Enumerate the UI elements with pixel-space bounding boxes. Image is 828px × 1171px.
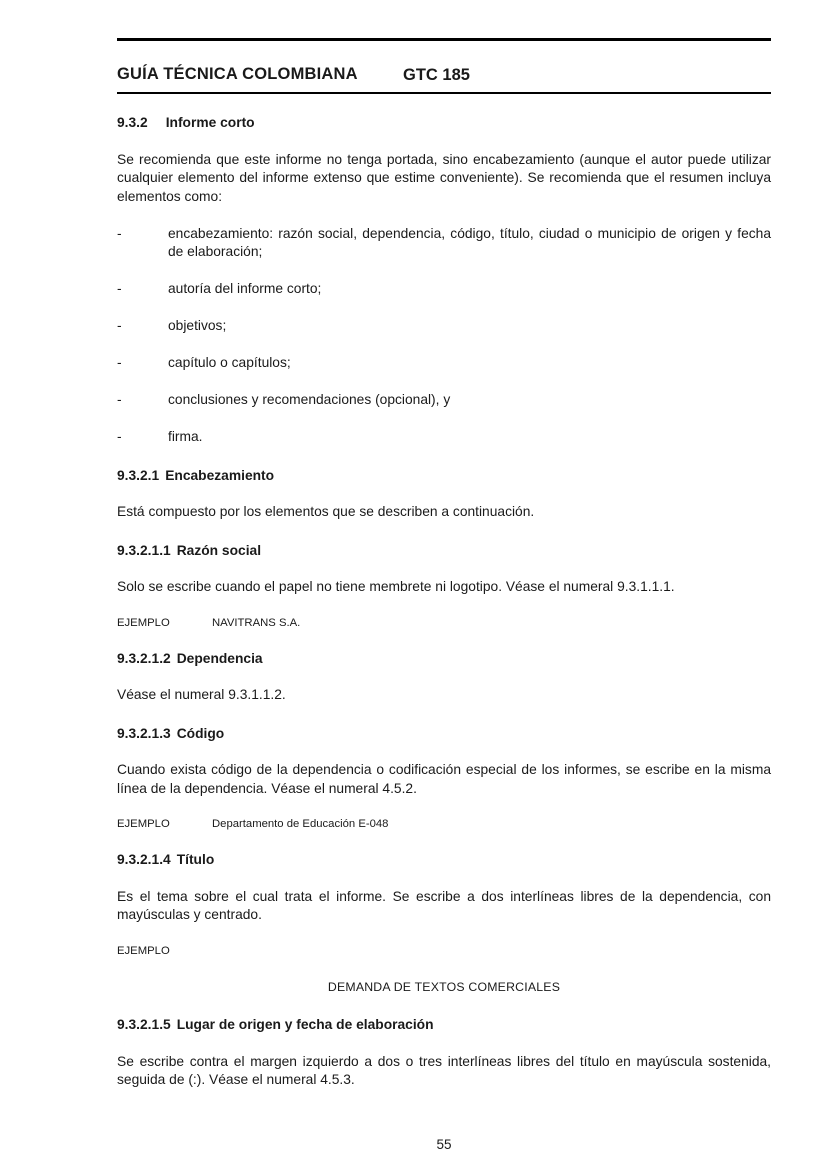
intro-paragraph: Se recomienda que este informe no tenga portada, sino encabezamiento (aunque el autor puede utilizar cualquier elemento del informe extenso que estime conveniente). Se recomienda que el resumen incluya elementos como: — [117, 151, 771, 204]
section-number: 9.3.2.1.1 — [117, 542, 171, 558]
list-item — [117, 317, 771, 336]
list-item — [117, 225, 771, 262]
dash-marker: - — [117, 392, 122, 407]
section-number: 9.3.2.1 — [117, 467, 160, 483]
document-code: GTC 185 — [403, 66, 470, 84]
example-value: Departamento de Educación E-048 — [212, 818, 389, 830]
dash-marker: - — [117, 281, 122, 296]
section-heading-9-3-2-1-3 — [117, 725, 771, 744]
section-paragraph: Cuando exista código de la dependencia o codificación especial de los informes, se escribe en la misma línea de la dependencia. Véase el numeral 4.5.2. — [117, 762, 771, 796]
section-title: Lugar de origen y fecha de elaboración — [176, 1017, 434, 1032]
list-item-text: objetivos; — [168, 318, 227, 333]
section-paragraph: Véase el numeral 9.3.1.1.2. — [117, 687, 286, 702]
elements-list — [117, 225, 771, 447]
section-heading-9-3-2 — [117, 114, 771, 133]
section-heading-9-3-2-1 — [117, 467, 771, 486]
example-row — [117, 616, 771, 630]
example-centered-title: DEMANDA DE TEXTOS COMERCIALES — [327, 979, 561, 994]
section-title: Encabezamiento — [165, 467, 275, 483]
list-item — [117, 391, 771, 410]
list-item — [117, 280, 771, 299]
section-title: Código — [176, 725, 225, 741]
example-row — [117, 944, 771, 958]
section-number: 9.3.2.1.5 — [117, 1017, 171, 1032]
list-item-text: encabezamiento: razón social, dependencia, código, título, ciudad o municipio de origen y fecha de elaboración; — [168, 225, 771, 259]
dash-marker: - — [117, 355, 122, 370]
example-row — [117, 817, 771, 831]
page-number: 55 — [436, 1136, 452, 1152]
example-label: EJEMPLO — [117, 616, 170, 629]
section-number: 9.3.2.1.4 — [117, 852, 171, 867]
document-title: GUÍA TÉCNICA COLOMBIANA — [117, 65, 358, 83]
section-paragraph: Solo se escribe cuando el papel no tiene membrete ni logotipo. Véase el numeral 9.3.1.1.1. — [117, 579, 675, 594]
document-header — [117, 41, 771, 92]
section-heading-9-3-2-1-4 — [117, 851, 771, 870]
list-item-text: firma. — [168, 429, 203, 444]
list-item — [117, 428, 771, 447]
section-number: 9.3.2 — [117, 115, 148, 130]
section-number: 9.3.2.1.3 — [117, 725, 171, 741]
section-heading-9-3-2-1-2 — [117, 650, 771, 669]
section-title: Título — [176, 852, 215, 867]
section-heading-9-3-2-1-5 — [117, 1016, 771, 1035]
list-item-text: capítulo o capítulos; — [168, 355, 291, 370]
dash-marker: - — [117, 318, 122, 333]
header-bottom-rule — [117, 92, 771, 95]
list-item-text: autoría del informe corto; — [168, 281, 322, 296]
list-item — [117, 354, 771, 373]
dash-marker: - — [117, 225, 122, 241]
section-paragraph: Está compuesto por los elementos que se describen a continuación. — [117, 504, 535, 519]
section-heading-9-3-2-1-1 — [117, 542, 771, 561]
list-item-text: conclusiones y recomendaciones (opcional), y — [168, 392, 451, 407]
example-value: NAVITRANS S.A. — [212, 616, 301, 629]
dash-marker: - — [117, 429, 122, 444]
section-title: Informe corto — [165, 115, 255, 130]
section-paragraph: Se escribe contra el margen izquierdo a dos o tres interlíneas libres del título en mayúscula sostenida, seguida de (:). Véase el numeral 4.5.3. — [117, 1053, 771, 1087]
section-number: 9.3.2.1.2 — [117, 650, 171, 666]
example-label: EJEMPLO — [117, 818, 170, 830]
section-title: Razón social — [176, 542, 262, 558]
section-paragraph: Es el tema sobre el cual trata el informe. Se escribe a dos interlíneas libres de la dependencia, con mayúsculas y centrado. — [117, 888, 771, 922]
section-title: Dependencia — [176, 650, 263, 666]
example-label: EJEMPLO — [117, 944, 170, 957]
